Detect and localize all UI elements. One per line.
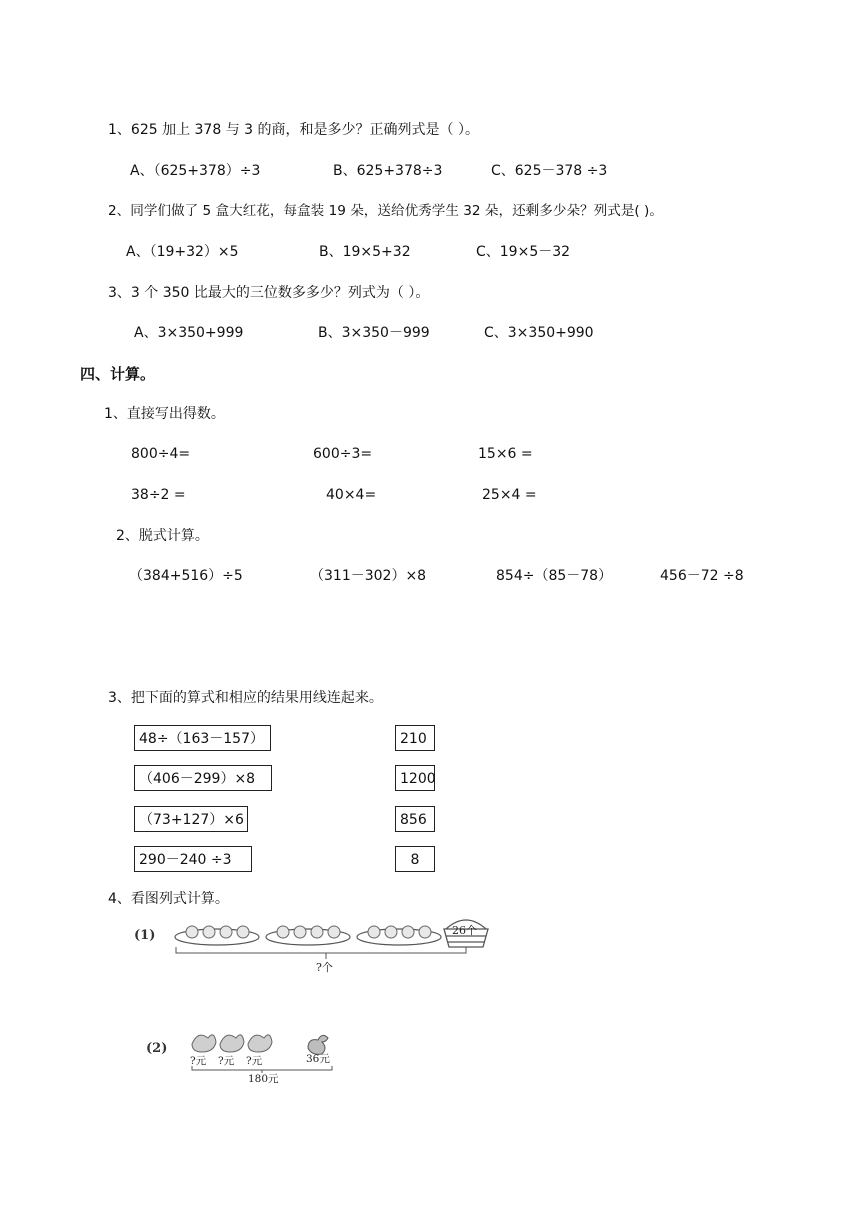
figure-2-price: ?元: [246, 1055, 263, 1067]
figure-2-label: (2): [146, 1041, 168, 1056]
p1-item: 600÷3=: [313, 446, 373, 462]
p3-title: 3、把下面的算式和相应的结果用线连起来。: [108, 690, 383, 706]
q3-option-b: B、3×350－999: [318, 325, 430, 341]
result-box[interactable]: 1200: [395, 765, 435, 791]
q1-option-a: A、（625+378）÷3: [130, 163, 261, 179]
figure-2-price: ?元: [218, 1055, 235, 1067]
result-box[interactable]: 856: [395, 806, 435, 832]
q2-option-a: A、（19+32）×5: [126, 244, 239, 260]
figure-2-illustration: [140, 1020, 360, 1084]
p1-item: 800÷4=: [131, 446, 191, 462]
q1-text: 1、625 加上 378 与 3 的商，和是多少？正确列式是（ ）。: [108, 122, 479, 138]
figure-1-total: ?个: [316, 961, 333, 974]
figure-1-illustration: [130, 915, 510, 977]
figure-1-basket-count: 26个: [452, 924, 477, 937]
q2-option-c: C、19×5－32: [476, 244, 571, 260]
p1-item: 25×4 =: [482, 487, 537, 503]
p2-item: 854÷（85－78）: [496, 568, 613, 584]
p4-title: 4、看图列式计算。: [108, 891, 229, 907]
p1-item: 38÷2 =: [131, 487, 186, 503]
p1-item: 15×6 =: [478, 446, 533, 462]
p1-title: 1、直接写出得数。: [104, 406, 225, 422]
expression-box[interactable]: （73+127）×6: [134, 806, 248, 832]
figure-2-price: ?元: [190, 1055, 207, 1067]
expression-box[interactable]: 48÷（163－157）: [134, 725, 271, 751]
q3-option-a: A、3×350+999: [134, 325, 244, 341]
q1-option-b: B、625+378÷3: [333, 163, 443, 179]
q3-text: 3、3 个 350 比最大的三位数多多少？列式为（ ）。: [108, 285, 430, 301]
p2-item: （311－302）×8: [310, 568, 427, 584]
q1-option-c: C、625－378 ÷3: [491, 163, 608, 179]
p2-item: 456－72 ÷8: [660, 568, 744, 584]
p2-title: 2、脱式计算。: [116, 528, 209, 544]
p1-item: 40×4=: [326, 487, 377, 503]
expression-box[interactable]: （406－299）×8: [134, 765, 272, 791]
result-box[interactable]: 210: [395, 725, 435, 751]
q2-option-b: B、19×5+32: [319, 244, 411, 260]
result-box[interactable]: 8: [395, 846, 435, 872]
q3-option-c: C、3×350+990: [484, 325, 594, 341]
p2-item: （384+516）÷5: [129, 568, 243, 584]
q2-text: 2、同学们做了 5 盒大红花，每盒装 19 朵，送给优秀学生 32 朵，还剩多少朵？列式是( )。: [108, 203, 663, 219]
section-heading: 四、计算。: [80, 365, 156, 383]
figure-2-total: 180元: [248, 1073, 279, 1084]
expression-box[interactable]: 290－240 ÷3: [134, 846, 252, 872]
figure-1-label: (1): [134, 928, 156, 943]
figure-2-duck-price: 36元: [306, 1053, 330, 1065]
